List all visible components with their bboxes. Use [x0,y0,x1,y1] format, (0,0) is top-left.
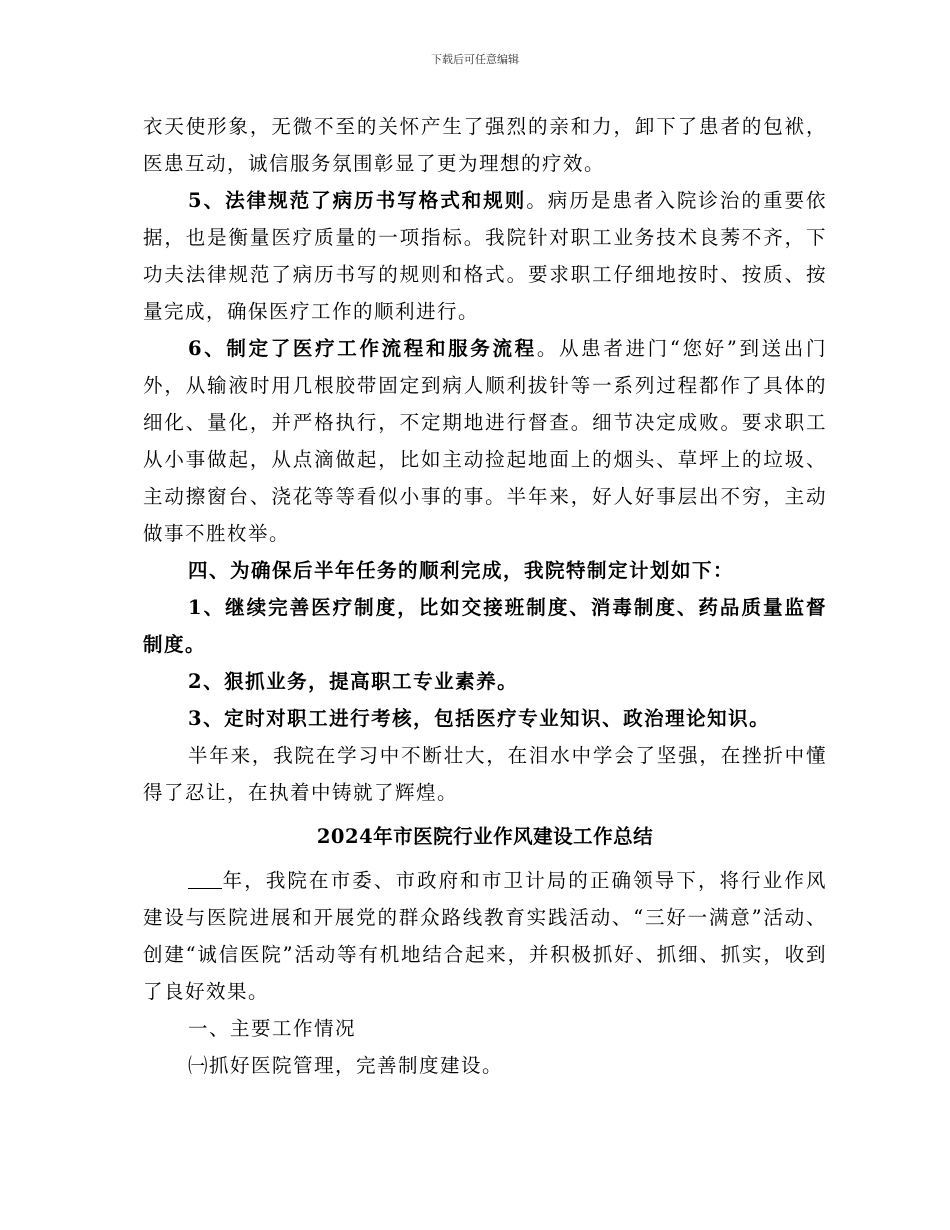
paragraph-2-heading: 5、法律规范了病历书写格式和规则 [188,189,527,212]
section-heading-plan: 四、为确保后半年任务的顺利完成，我院特制定计划如下： [188,559,735,582]
document-body [143,108,827,1084]
paragraph-2-body: 。病历是患者入院诊治的重要依据，也是衡量医疗质量的一项指标。我院针对职工业务技术良莠不齐，下功夫法律规范了病历书写的规则和格式。要求职工仔细地按时、按质、按量完成，确保医疗工作的顺利进行。 [143,189,827,323]
paragraph-3 [143,330,827,552]
paragraph-3-body: 。从患者进门“您好”到送出门外，从输液时用几根胶带固定到病人顺利拔针等一系列过程都作了具体的细化、量化，并严格执行，不定期地进行督查。细节决定成败。要求职工从小事做起，从点滴做起，比如主动捡起地面上的烟头、草坪上的垃圾、主动擦窗台、浇花等等看似小事的事。半年来，好人好事层出不穷，主动做事不胜枚举。 [143,337,827,545]
paragraph-3-heading: 6、制定了医疗工作流程和服务流程 [188,337,537,360]
plan-item-3: 3、定时对职工进行考核，包括医疗专业知识、政治理论知识。 [188,707,771,730]
subsection-heading-management: ㈠抓好医院管理，完善制度建设。 [188,1054,504,1077]
page-header: 下载后可任意编辑 [431,53,519,66]
section-heading-main-work: 一、主要工作情况 [188,1017,357,1040]
plan-item-1: 1、继续完善医疗制度，比如交接班制度、消毒制度、药品质量监督制度。 [143,596,827,656]
paragraph-1: 衣天使形象，无微不至的关怀产生了强烈的亲和力，卸下了患者的包袱，医患互动，诚信服务氛围彰显了更为理想的疗效。 [143,115,827,175]
paragraph-summary: 半年来，我院在学习中不断壮大，在泪水中学会了坚强，在挫折中懂得了忍让，在执着中铸就了辉煌。 [143,744,827,804]
paragraph-intro [143,862,827,1010]
paragraph-intro-body: 年，我院在市委、市政府和市卫计局的正确领导下，将行业作风建设与医院进展和开展党的群众路线教育实践活动、“三好一满意”活动、创建“诚信医院”活动等有机地结合起来，并积极抓好、抓细、抓实，收到了良好效果。 [143,869,827,1003]
paragraph-2 [143,182,827,330]
blank-underline [188,870,222,889]
document-title: 2024年市医院行业作风建设工作总结 [316,825,654,848]
plan-item-2: 2、狠抓业务，提高职工专业素养。 [188,670,519,693]
